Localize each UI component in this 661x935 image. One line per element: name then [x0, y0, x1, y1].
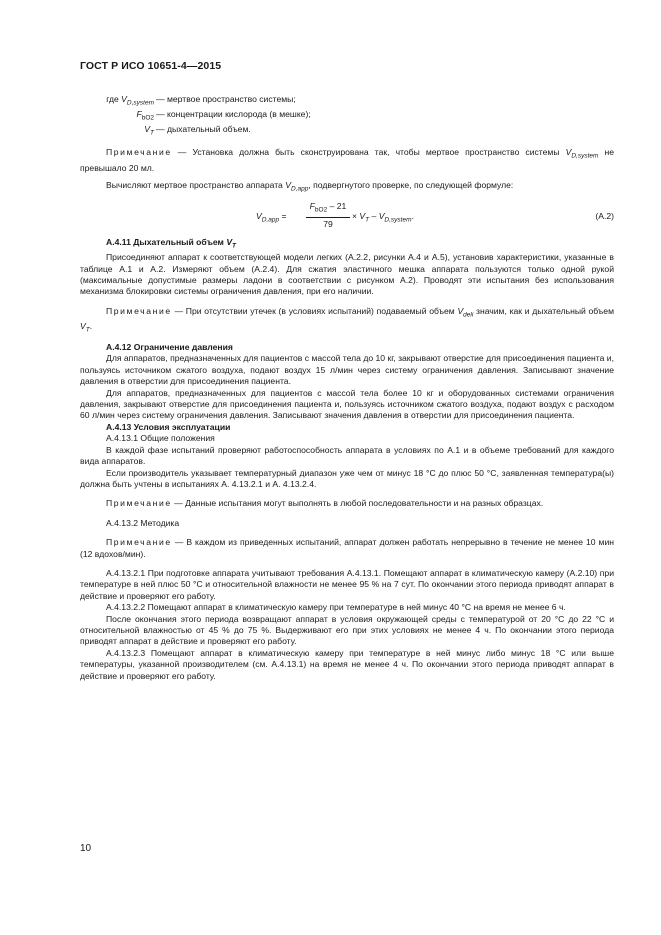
- body-paragraph: A.4.13.2.3 Помещают аппарат в климатическую камеру при температуре в ней минус либо минус 18 °C или выше температуры, указанной производителем (см. А.4.13.1) на время не менее 4 ч. По окончании этого периода приводят аппарат в действие и проверяют его работу.: [80, 647, 614, 681]
- page-header: ГОСТ Р ИСО 10651-4—2015: [80, 60, 222, 72]
- calc-paragraph: Вычисляют мертвое пространство аппарата $V_{D,app}$, подвергнутого проверке, по следующей формуле:: [106, 179, 514, 193]
- note-paragraph: Примечание — Данные испытания могут выполнять в любой последовательности и на разных образцах.: [106, 498, 544, 509]
- body-paragraph: Для аппаратов, предназначенных для пациентов с массой тела до 10 кг, закрывают отверстие для присоединения пациента и, пользуясь источником сжатого воздуха, подают воздух 15 л/мин через систему ограничения давления. Записывают значение давления в отверстии для присоединения пациента.: [80, 353, 614, 387]
- section-heading-a4-11: A.4.11 Дыхательный объем $V_T$: [106, 237, 237, 250]
- body-paragraph: A.4.13.2.1 При подготовке аппарата учитывают требования А.4.13.1. Помещают аппарат в климатическую камеру (А.2.10) при температуре в ней плюс 50 °C и относительной влажности не менее 95 % на 7 сут. По окончании этого периода приводят аппарат в действие и проверяют его работу.: [80, 567, 614, 601]
- note-paragraph: Примечание — В каждом из приведенных испытаний, аппарат должен работать непрерывно в течение не менее 10 мин (12 вдохов/мин).: [80, 537, 614, 559]
- section-heading-a4-13: A.4.13 Условия эксплуатации: [106, 421, 231, 432]
- definition-row: $F_{bO2}$ — концентрации кислорода (в мешке);: [80, 109, 614, 124]
- body-paragraph: A.4.13.2.2 Помещают аппарат в климатическую камеру при температуре в ней минус 40 °C на время не менее 6 ч.: [106, 602, 566, 613]
- note-paragraph: Примечание — При отсутствии утечек (в условиях испытаний) подаваемый объем $V_{deli}$ значим, как и дыхательный объем $V_T$.: [80, 305, 614, 334]
- definition-text: — дыхательный объем.: [156, 124, 251, 135]
- body-paragraph: Присоединяют аппарат к соответствующей модели легких (А.2.2, рисунки А.4 и А.5), установив характеристики, указанные в таблице А.1 и А.2. Измеряют объем (А.2.4). Для сжатия эластичного мешка аппарата пользуются только одной рукой (максимальные допустимые размеры ладони в соответствии с рисунком А.2). Проводят эти испытания без использования механизма блокировки системы ограничения давления, при его наличии.: [80, 252, 614, 297]
- formula-lhs: $V_{D,app}$ =: [256, 211, 287, 224]
- definition-row: $V_T$ — дыхательный объем.: [80, 124, 614, 139]
- section-heading-a4-12: A.4.12 Ограничение давления: [106, 342, 233, 353]
- note-paragraph: Примечание — Установка должна быть сконструирована так, чтобы мертвое пространство системы $V_{D,system}$ не превышало 20 мл.: [80, 147, 614, 173]
- subsection-heading: A.4.13.1 Общие положения: [106, 433, 215, 444]
- body-paragraph: После окончания этого периода возвращают аппарат в условия окружающей среды с температурой от 20 °C до 22 °C и относительной влажностью от 45 % до 75 %. Выдерживают его при этих условиях не менее 4 ч. По окончании этого периода приводят аппарат в действие и проверяют его работу.: [80, 613, 614, 647]
- definition-row: где $V_{D,system}$ — мертвое пространство системы;: [80, 94, 614, 109]
- formula-a2: [80, 201, 614, 231]
- definition-text: — мертвое пространство системы;: [156, 94, 296, 104]
- formula-number: (A.2): [595, 211, 614, 222]
- definition-text: — концентрации кислорода (в мешке);: [156, 109, 311, 120]
- page-content: [80, 94, 614, 682]
- page-number: 10: [80, 843, 92, 854]
- fraction-numerator: $F_{bO2} - 21$: [306, 201, 350, 218]
- where-label: где: [106, 94, 119, 104]
- body-paragraph: Для аппаратов, предназначенных для пациентов с массой тела более 10 кг и оборудованных системами ограничения давления, закрывают отверстие для присоединения пациента и, пользуясь источником сжатого воздуха, подают воздух с расходом 60 л/мин через систему ограничения давления. Записывают значения давления в отверстии для присоединения пациента.: [80, 387, 614, 421]
- formula-fraction: [306, 201, 350, 231]
- fraction-denominator: 79: [323, 219, 333, 230]
- formula-rhs: × $V_T - V_{D,system}$.: [352, 211, 414, 224]
- body-paragraph: Если производитель указывает температурный диапазон уже чем от минус 18 °C до плюс 50 °C, заявленная температура(ы) должна быть учтены в испытаниях А. 4.13.2.1 и А. 4.13.2.4.: [80, 467, 614, 489]
- subsection-heading: A.4.13.2 Методика: [106, 517, 180, 528]
- body-paragraph: В каждой фазе испытаний проверяют работоспособность аппарата в условиях по А.1 и в объеме требований для каждого вида аппаратов.: [80, 444, 614, 467]
